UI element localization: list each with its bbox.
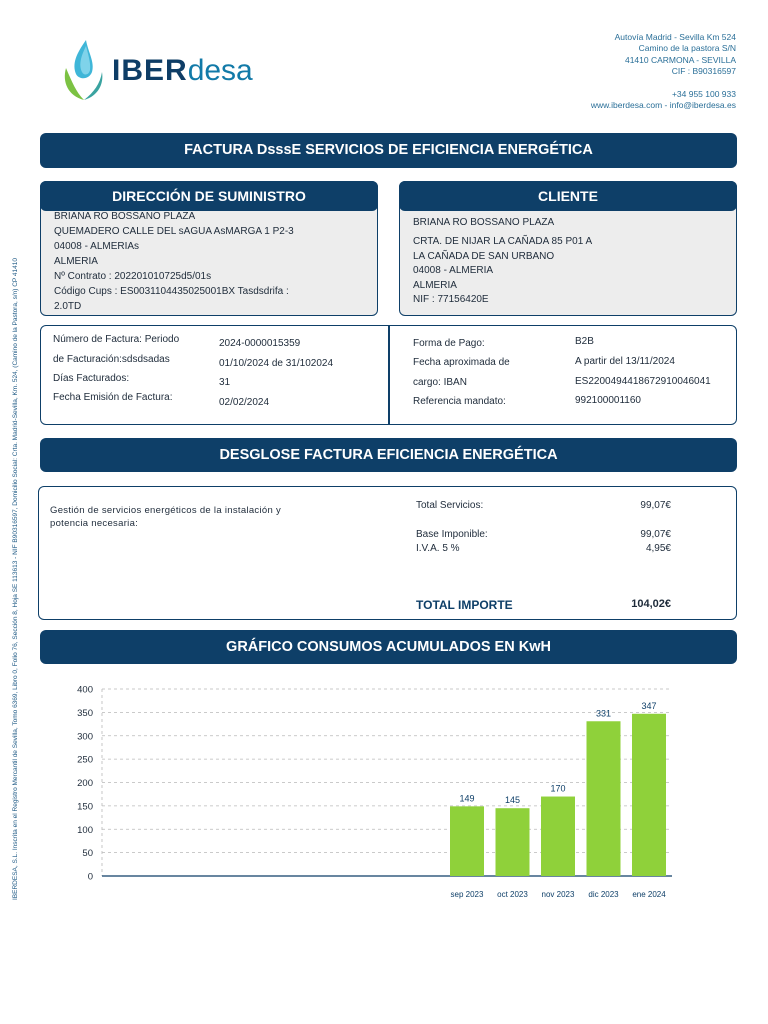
x-tick-label: nov 2023 [541, 890, 575, 899]
invoice-title: FACTURA DsssE SERVICIOS DE EFICIENCIA ENERGÉTICA [184, 142, 593, 158]
supply-address-header: DIRECCIÓN DE SUMINISTRO [40, 181, 378, 211]
mandate-reference: 992100001160 [575, 395, 641, 406]
client-header: CLIENTE [399, 181, 737, 211]
billing-period: 01/10/2024 de 31/102024 [219, 358, 333, 369]
supply-line: ALMERIA [54, 256, 98, 267]
legal-registry-text: IBERDESA, S.L. Inscrita en el Registro Mercantil de Sevilla, Tomo 6369, Libro 0, Folio 76, Sección 8, Hoja SE 113613 - NIF B90316597, Domicilio Social: Crta. Madrid-Sevilla, Km. 524, (Camino de la Pastora, s/n) CP 41410 [12, 257, 19, 900]
invoice-label: de Facturación:sdsdsadas [53, 354, 170, 365]
bar [632, 714, 666, 876]
company-logo [62, 38, 292, 104]
company-cif: CIF : B90316597 [671, 66, 736, 77]
company-address [591, 32, 736, 111]
payment-method: B2B [575, 336, 594, 347]
bar [541, 797, 575, 876]
bar-value-label: 145 [504, 795, 521, 806]
y-tick-label: 0 [87, 871, 93, 883]
payment-label: Referencia mandato: [413, 396, 506, 407]
service-description: potencia necesaria: [50, 518, 139, 529]
service-description: Gestión de servicios energéticos de la instalación y [50, 505, 282, 516]
bar-value-label: 347 [641, 700, 657, 711]
invoice-label: Días Facturados: [53, 373, 130, 384]
bar [450, 806, 484, 876]
water-drop-icon [62, 38, 106, 104]
chart-banner [40, 630, 737, 664]
total-amount-label: TOTAL IMPORTE [416, 598, 513, 612]
bar-value-label: 149 [459, 793, 475, 804]
client-line: LA CAÑADA DE SAN URBANO [413, 251, 555, 262]
client-line: 04008 - ALMERIA [413, 265, 494, 276]
payment-label: Forma de Pago: [413, 338, 485, 349]
client-nif: NIF : 77156420E [413, 294, 489, 305]
y-tick-label: 50 [82, 848, 93, 860]
vat-value: 4,95€ [645, 543, 671, 554]
client-line: CRTA. DE NIJAR LA CAÑADA 85 P01 A [413, 236, 593, 247]
y-tick-label: 200 [77, 778, 93, 789]
x-tick-label: oct 2023 [497, 890, 528, 899]
supply-line: QUEMADERO CALLE DEL sAGUA AsMARGA 1 P2-3 [54, 226, 294, 237]
company-web-email: www.iberdesa.com - info@iberdesa.es [590, 100, 736, 111]
y-tick-label: 400 [77, 684, 93, 696]
x-tick-label: sep 2023 [450, 890, 484, 899]
supply-line: BRIANA RO BOSSANO PLAZA [54, 211, 196, 222]
cups-code: Código Cups : ES0031104435025001BX Tasdsdrifa : [54, 286, 289, 297]
invoice-number: 2024-0000015359 [219, 338, 301, 349]
iban: ES2200494418672910046041 [575, 376, 711, 387]
payment-label: Fecha aproximada de [413, 357, 510, 368]
consumption-chart [62, 680, 682, 905]
contract-number: Nº Contrato : 202201010725d5/01s [54, 271, 212, 282]
address-line: 41410 CARMONA - SEVILLA [624, 54, 736, 65]
client-line: ALMERIA [413, 280, 457, 291]
vat-label: I.V.A. 5 % [416, 543, 460, 554]
bar [587, 721, 621, 876]
logo-wordmark: IBERdesa [112, 54, 253, 87]
tax-base-label: Base Imponible: [416, 529, 488, 540]
total-amount-value: 104,02€ [631, 598, 671, 610]
issue-date: 02/02/2024 [219, 397, 270, 408]
tax-base-value: 99,07€ [640, 529, 671, 540]
x-tick-label: ene 2024 [632, 890, 666, 899]
y-tick-label: 100 [77, 824, 93, 836]
y-tick-label: 150 [77, 801, 93, 813]
consumption-bar-chart [62, 680, 682, 905]
breakdown-title: DESGLOSE FACTURA EFICIENCIA ENERGÉTICA [219, 447, 558, 463]
address-line: Autovía Madrid - Sevilla Km 524 [614, 32, 736, 42]
address-line: Camino de la pastora S/N [638, 43, 736, 54]
y-tick-label: 350 [77, 707, 93, 719]
charge-date: A partir del 13/11/2024 [575, 356, 675, 367]
breakdown-banner [40, 438, 737, 472]
client-name: BRIANA RO BOSSANO PLAZA [413, 217, 555, 228]
supply-line: 04008 - ALMERIAs [54, 241, 140, 252]
y-tick-label: 300 [77, 731, 93, 743]
bar-value-label: 331 [595, 708, 612, 719]
total-services-label: Total Servicios: [416, 500, 484, 511]
y-tick-label: 250 [77, 754, 93, 766]
invoice-label: Fecha Emisión de Factura: [53, 392, 173, 403]
tariff: 2.0TD [54, 301, 82, 312]
invoice-title-banner [40, 133, 737, 168]
bar [496, 808, 530, 876]
billed-days: 31 [219, 377, 231, 388]
invoice-label: Número de Factura: Periodo [53, 334, 180, 345]
x-tick-label: dic 2023 [588, 890, 619, 899]
payment-label: cargo: IBAN [413, 377, 467, 388]
company-phone: +34 955 100 933 [671, 88, 736, 99]
total-services-value: 99,07€ [640, 500, 671, 511]
chart-title: GRÁFICO CONSUMOS ACUMULADOS EN KwH [226, 639, 551, 655]
bar-value-label: 170 [550, 783, 566, 794]
invoice-info-divider [388, 325, 390, 425]
